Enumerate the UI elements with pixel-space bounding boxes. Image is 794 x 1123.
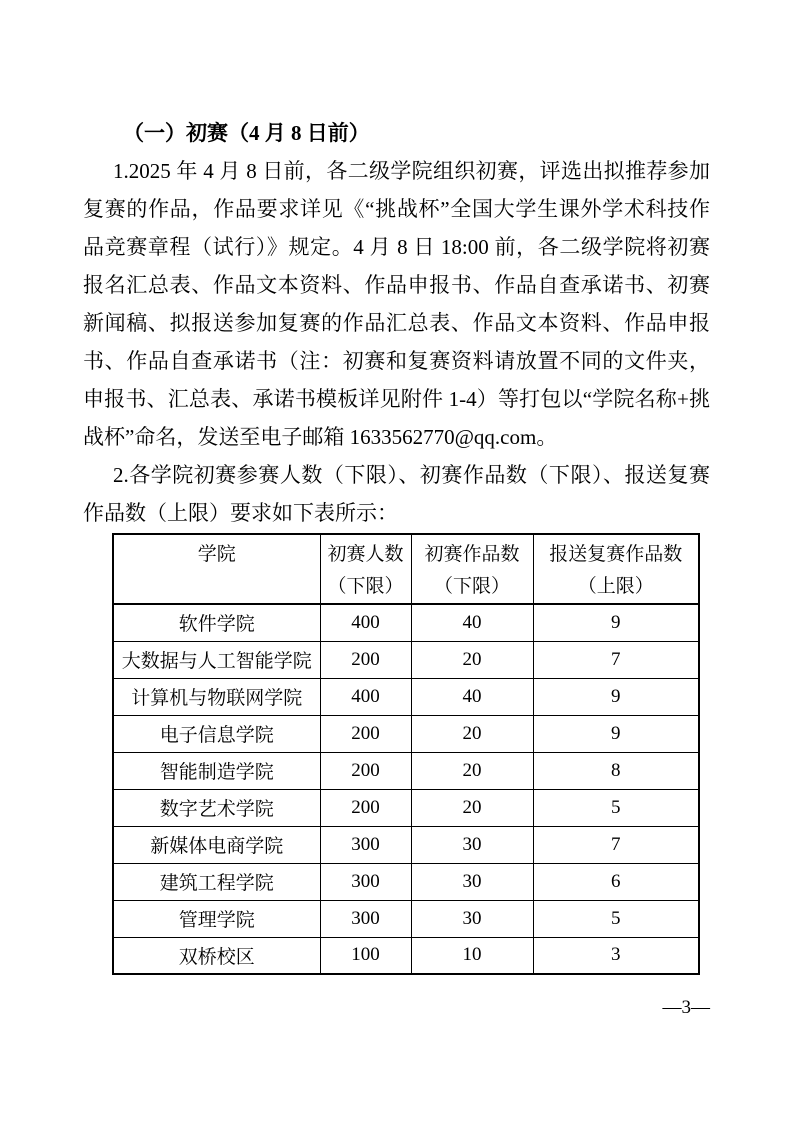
cell-college: 智能制造学院	[113, 752, 320, 789]
table-row	[113, 604, 699, 641]
paragraph-quota-intro: 2.各学院初赛参赛人数（下限）、初赛作品数（下限）、报送复赛作品数（上限）要求如下表所示：	[83, 463, 710, 525]
cell-works: 40	[411, 604, 533, 641]
cell-semifinal: 3	[533, 937, 699, 974]
cell-participants: 400	[320, 678, 411, 715]
cell-semifinal: 9	[533, 604, 699, 641]
cell-semifinal: 6	[533, 863, 699, 900]
cell-college: 大数据与人工智能学院	[113, 641, 320, 678]
cell-college: 数字艺术学院	[113, 789, 320, 826]
cell-college: 双桥校区	[113, 937, 320, 974]
cell-semifinal: 5	[533, 789, 699, 826]
col-header-college	[113, 534, 320, 604]
cell-semifinal: 9	[533, 678, 699, 715]
cell-semifinal: 7	[533, 641, 699, 678]
col-header-title: 报送复赛作品数	[549, 544, 683, 565]
col-header-title: 初赛人数	[327, 544, 404, 565]
col-header-semifinal-works	[533, 534, 699, 604]
cell-participants: 200	[320, 789, 411, 826]
cell-semifinal: 5	[533, 900, 699, 937]
col-header-title: 学院	[197, 544, 236, 565]
cell-participants: 300	[320, 826, 411, 863]
cell-semifinal: 8	[533, 752, 699, 789]
cell-college: 建筑工程学院	[113, 863, 320, 900]
cell-works: 30	[411, 863, 533, 900]
cell-participants: 200	[320, 641, 411, 678]
col-header-preliminary-works	[411, 534, 533, 604]
cell-works: 20	[411, 715, 533, 752]
col-header-subtitle: （下限）	[327, 576, 404, 597]
quota-table-body	[113, 604, 699, 974]
quota-table-header	[113, 534, 699, 604]
cell-works: 20	[411, 789, 533, 826]
paragraph-preliminary-details: 1.2025 年 4 月 8 日前，各二级学院组织初赛，评选出拟推荐参加复赛的作品，作品要求详见《“挑战杯”全国大学生课外学术科技作品竞赛章程（试行）》规定。4 月 8 日 18:00 前，各二级学院将初赛报名汇总表、作品文本资料、作品申报书、作品自查承诺书、初赛新闻稿、拟报送参加复赛的作品汇总表、作品文本资料、作品申报书、作品自查承诺书（注：初赛和复赛资料请放置不同的文件夹，申报书、汇总表、承诺书模板详见附件 1-4）等打包以“学院名称+挑战杯”命名，发送至电子邮箱 1633562770@qq.com。	[83, 159, 710, 449]
col-header-title: 初赛作品数	[424, 544, 520, 565]
col-header-subtitle: （下限）	[433, 576, 510, 597]
cell-participants: 100	[320, 937, 411, 974]
cell-participants: 200	[320, 715, 411, 752]
table-row	[113, 900, 699, 937]
cell-college: 计算机与物联网学院	[113, 678, 320, 715]
table-row	[113, 641, 699, 678]
table-row	[113, 715, 699, 752]
cell-college: 管理学院	[113, 900, 320, 937]
quota-table	[112, 533, 700, 975]
cell-semifinal: 9	[533, 715, 699, 752]
cell-participants: 400	[320, 604, 411, 641]
cell-participants: 200	[320, 752, 411, 789]
cell-participants: 300	[320, 863, 411, 900]
table-header-row	[113, 534, 699, 604]
table-row	[113, 752, 699, 789]
table-row	[113, 937, 699, 974]
col-header-subtitle: （上限）	[577, 576, 654, 597]
cell-works: 30	[411, 826, 533, 863]
cell-works: 10	[411, 937, 533, 974]
table-row	[113, 789, 699, 826]
table-row	[113, 863, 699, 900]
page-number: —3—	[662, 997, 710, 1018]
cell-semifinal: 7	[533, 826, 699, 863]
col-header-preliminary-participants	[320, 534, 411, 604]
cell-works: 20	[411, 752, 533, 789]
table-row	[113, 678, 699, 715]
section-heading: （一）初赛（4 月 8 日前）	[123, 121, 370, 145]
cell-works: 20	[411, 641, 533, 678]
table-row	[113, 826, 699, 863]
cell-college: 新媒体电商学院	[113, 826, 320, 863]
cell-college: 软件学院	[113, 604, 320, 641]
cell-participants: 300	[320, 900, 411, 937]
cell-works: 40	[411, 678, 533, 715]
cell-works: 30	[411, 900, 533, 937]
cell-college: 电子信息学院	[113, 715, 320, 752]
